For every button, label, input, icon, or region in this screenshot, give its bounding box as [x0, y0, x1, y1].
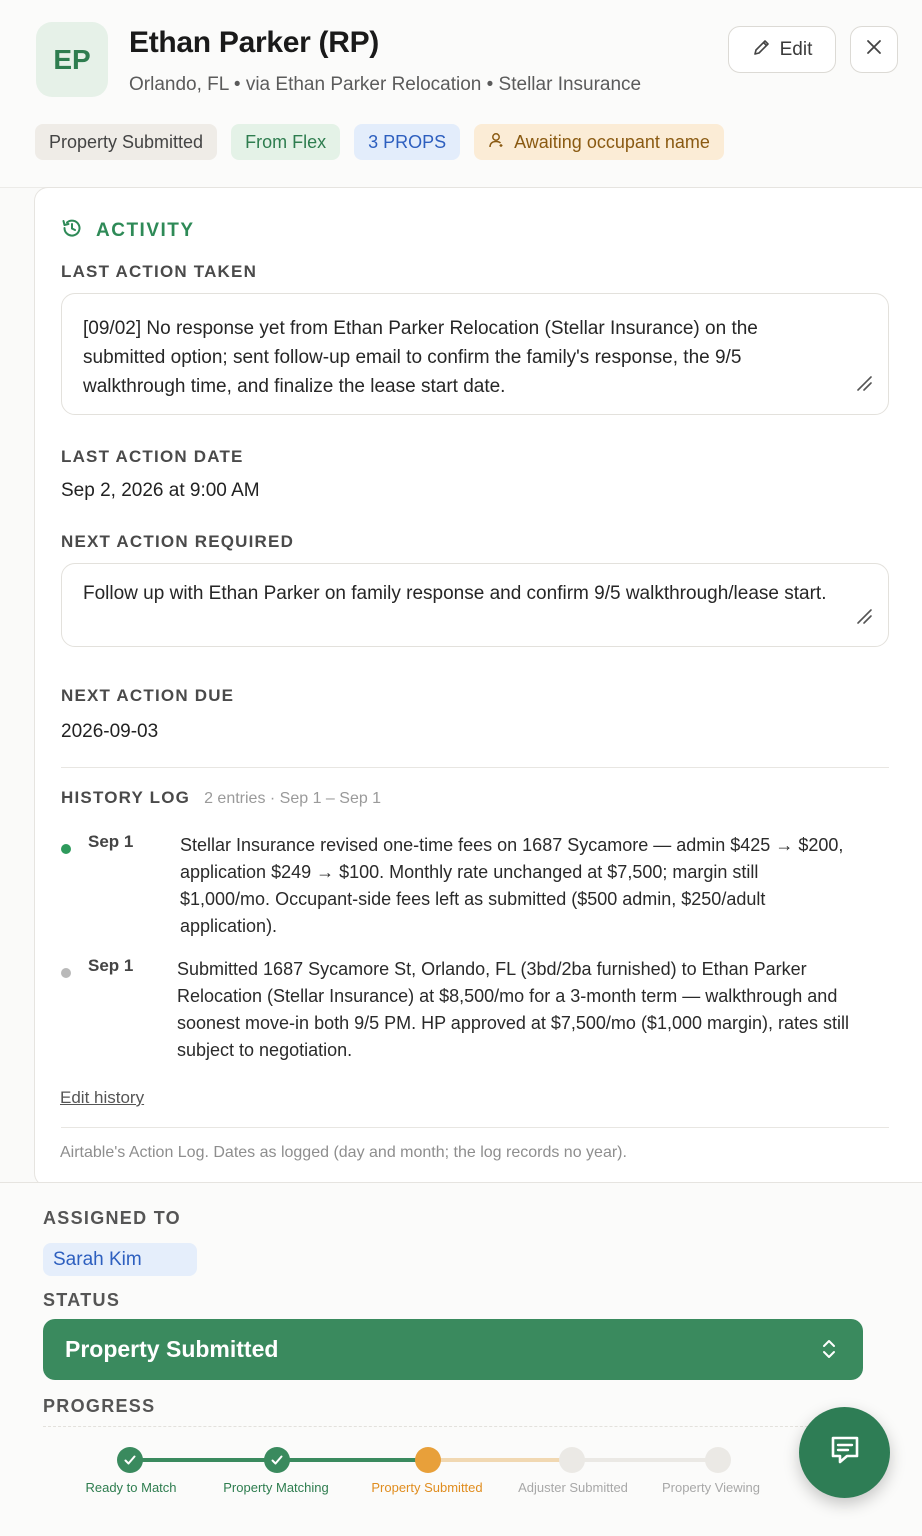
- history-footnote: Airtable's Action Log. Dates as logged (day and month; the log records no year).: [60, 1144, 627, 1161]
- last-action-date-label: LAST ACTION DATE: [61, 447, 244, 466]
- record-subtitle: Orlando, FL • via Ethan Parker Relocation • Stellar Insurance: [129, 74, 642, 95]
- activity-heading-label: ACTIVITY: [96, 220, 195, 241]
- check-icon: [270, 1453, 284, 1467]
- next-action-due-label: NEXT ACTION DUE: [61, 686, 235, 705]
- last-action-taken-label: LAST ACTION TAKEN: [61, 262, 258, 281]
- status-select-value: Property Submitted: [65, 1336, 279, 1362]
- pencil-icon: [752, 37, 772, 63]
- history-entry: [61, 832, 861, 942]
- step-node-todo: [559, 1447, 585, 1473]
- edit-history-link[interactable]: Edit history: [60, 1088, 145, 1107]
- step-node-todo: [705, 1447, 731, 1473]
- activity-heading: [60, 216, 195, 246]
- step-node-done: [264, 1447, 290, 1473]
- step-node-done: [117, 1447, 143, 1473]
- status-badges: [35, 124, 724, 160]
- source-badge: [231, 124, 340, 160]
- next-action-required-label: NEXT ACTION REQUIRED: [61, 532, 295, 551]
- history-icon: [60, 216, 84, 246]
- entry-text: Stellar Insurance revised one-time fees on 1687 Sycamore — admin $425 → $200, application $249 → $100. Monthly rate unchanged at $7,500; margin still $1,000/mo. Occupant-side fees left as submitted ($500 admin, $250/adult application).: [180, 835, 844, 936]
- occupant-badge: [474, 124, 724, 160]
- next-action-required-text: Follow up with Ethan Parker on family response and confirm 9/5 walkthrough/lease start.: [83, 583, 827, 604]
- source-badge-label: From Flex: [245, 131, 327, 152]
- history-entry: [61, 956, 861, 1066]
- close-button[interactable]: [850, 26, 898, 73]
- step-label: Property Viewing: [661, 1480, 761, 1495]
- last-action-taken-text: [09/02] No response yet from Ethan Parker Relocation (Stellar Insurance) on the submitted option; sent follow-up email to confirm the family's response, the 9/5 walkthrough time, and finalize the lease start date.: [83, 318, 758, 397]
- occupant-badge-label: Awaiting occupant name: [514, 131, 710, 152]
- chevron-up-down-icon: [821, 1337, 837, 1367]
- resize-handle-icon[interactable]: [854, 373, 874, 402]
- step-label: Property Submitted: [371, 1480, 483, 1495]
- status-badge-label: Property Submitted: [49, 131, 204, 152]
- entry-date: Sep 1: [88, 956, 134, 975]
- last-action-date-value: Sep 2, 2026 at 9:00 AM: [61, 480, 260, 501]
- record-title: Ethan Parker (RP): [129, 26, 379, 59]
- history-log-header: [61, 788, 381, 808]
- progress-label: PROGRESS: [43, 1396, 156, 1416]
- history-log-title: HISTORY LOG: [61, 788, 191, 807]
- record-header: [0, 0, 922, 188]
- history-log-meta: 2 entries · Sep 1 – Sep 1: [204, 790, 382, 807]
- divider: [43, 1426, 823, 1427]
- assigned-to-label: ASSIGNED TO: [43, 1208, 181, 1228]
- chat-icon: [827, 1432, 863, 1473]
- entry-text: Submitted 1687 Sycamore St, Orlando, FL (3bd/2ba furnished) to Ethan Parker Relocation (Stellar Insurance) at $8,500/mo for a 3-month term — walkthrough and soonest move-in both 9/5 PM. HP approved at $7,500/mo ($1,000 margin), rates still subject to negotiation.: [177, 959, 850, 1060]
- props-count-badge-label: 3 PROPS: [368, 131, 447, 152]
- resize-handle-icon[interactable]: [854, 606, 874, 634]
- check-icon: [123, 1453, 137, 1467]
- chat-button[interactable]: [799, 1407, 890, 1498]
- assignee-chip[interactable]: Sarah Kim: [43, 1243, 197, 1276]
- avatar: EP: [36, 22, 108, 97]
- step-node-current: [415, 1447, 441, 1473]
- step-label: Ready to Match: [85, 1480, 177, 1495]
- last-action-taken-field[interactable]: [61, 293, 889, 415]
- edit-button-label: Edit: [779, 38, 813, 60]
- entry-dot: [61, 844, 71, 854]
- person-pending-icon: [488, 131, 506, 154]
- status-label: STATUS: [43, 1290, 121, 1310]
- status-select[interactable]: [43, 1319, 863, 1380]
- entry-dot: [61, 968, 71, 978]
- entry-date: Sep 1: [88, 832, 134, 851]
- divider: [61, 1127, 889, 1128]
- divider: [61, 767, 889, 768]
- next-action-due-value: 2026-09-03: [61, 721, 159, 742]
- step-label: Property Matching: [223, 1480, 329, 1495]
- props-count-badge: [354, 124, 460, 160]
- next-action-required-field[interactable]: [61, 563, 889, 647]
- step-label: Adjuster Submitted: [518, 1480, 628, 1495]
- edit-button[interactable]: [728, 26, 836, 73]
- close-icon: [865, 38, 883, 61]
- status-badge: [35, 124, 217, 160]
